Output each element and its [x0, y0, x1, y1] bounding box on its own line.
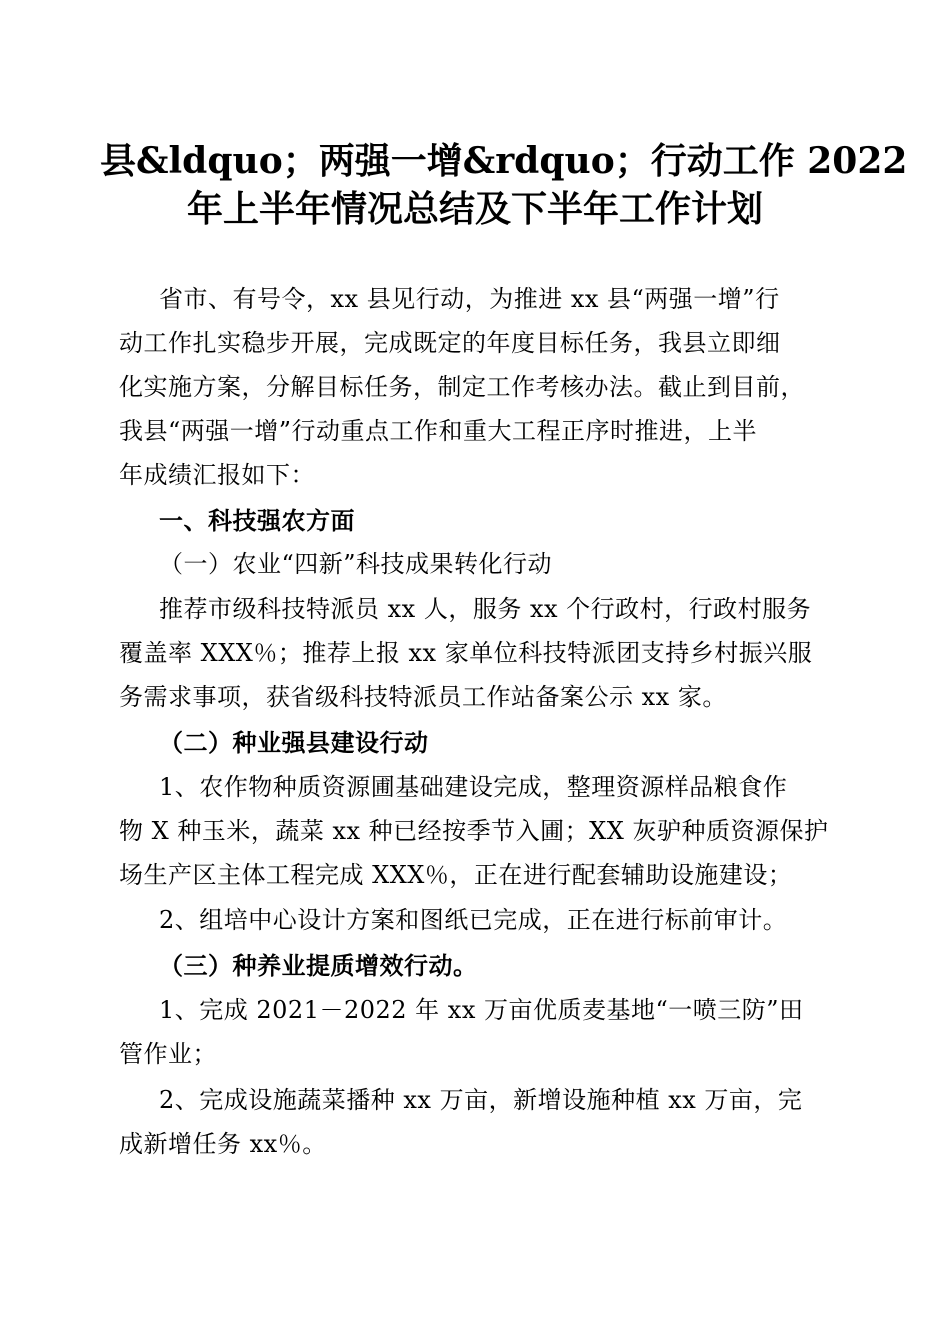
- sub1-line-2: 覆盖率 XXX％；推荐上报 xx 家单位科技特派团支持乡村振兴服: [119, 639, 813, 667]
- sub2-line-3: 场生产区主体工程完成 XXX％，正在进行配套辅助设施建设；: [119, 861, 793, 889]
- sub3-line-3: 2、完成设施蔬菜播种 xx 万亩，新增设施种植 xx 万亩，完: [159, 1086, 803, 1114]
- sub1-line-1: 推荐市级科技特派员 xx 人，服务 xx 个行政村，行政村服务: [159, 595, 812, 623]
- sub2-line-2: 物 X 种玉米，蔬菜 xx 种已经按季节入圃；XX 灰驴种质资源保护: [119, 817, 829, 845]
- document-title-line-2: 年上半年情况总结及下半年工作计划: [186, 188, 763, 230]
- sub3-line-1: 1、完成 2021－2022 年 xx 万亩优质麦基地“一喷三防”田: [159, 996, 804, 1024]
- sub2-line-1: 1、农作物种质资源圃基础建设完成，整理资源样品粮食作: [159, 773, 788, 801]
- intro-line-5: 年成绩汇报如下：: [119, 461, 315, 489]
- sub3-line-2: 管作业；: [119, 1040, 217, 1068]
- subsection-2-heading: （二）种业强县建设行动: [159, 728, 429, 757]
- subsection-3-heading: （三）种养业提质增效行动。: [159, 951, 478, 980]
- sub3-line-4: 成新增任务 xx％。: [119, 1130, 327, 1158]
- intro-line-2: 动工作扎实稳步开展，完成既定的年度目标任务，我县立即细: [119, 329, 781, 357]
- subsection-1-heading: （一）农业“四新”科技成果转化行动: [159, 550, 553, 578]
- section-1-heading: 一、科技强农方面: [159, 506, 355, 535]
- intro-line-4: 我县“两强一增”行动重点工作和重大工程正序时推进，上半: [119, 417, 758, 445]
- document-title-line-1: 县&ldquo；两强一增&rdquo；行动工作 2022: [100, 140, 908, 182]
- sub2-line-4: 2、组培中心设计方案和图纸已完成，正在进行标前审计。: [159, 906, 788, 934]
- intro-line-3: 化实施方案，分解目标任务，制定工作考核办法。截止到目前，: [119, 373, 805, 401]
- intro-line-1: 省市、有号令，xx 县见行动，为推进 xx 县“两强一增”行: [159, 285, 780, 313]
- sub1-line-3: 务需求事项，获省级科技特派员工作站备案公示 xx 家。: [119, 683, 727, 711]
